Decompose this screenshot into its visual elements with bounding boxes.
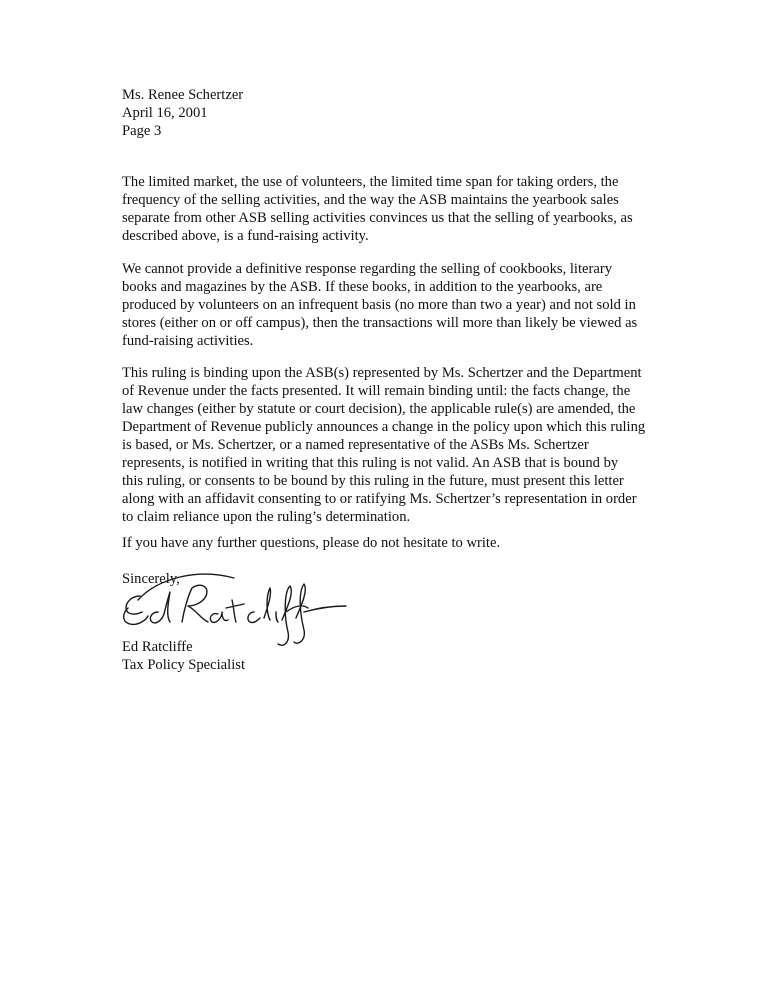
paragraph-line: described above, is a fund-raising activity. [122, 228, 369, 244]
signature-strokes [124, 574, 346, 645]
paragraph-line: If you have any further questions, please do not hesitate to write. [122, 535, 501, 551]
paragraph-line: to claim reliance upon the ruling’s determination. [122, 509, 411, 525]
paragraph-line: separate from other ASB selling activities convinces us that the selling of yearbooks, as [122, 210, 633, 226]
paragraph-line: books and magazines by the ASB. If these books, in addition to the yearbooks, are [122, 279, 603, 295]
salutation-closing: Sincerely, [122, 571, 180, 587]
paragraph-line: produced by volunteers on an infrequent basis (no more than two a year) and not sold in [122, 297, 636, 313]
paragraph-line: Department of Revenue publicly announces a change in the policy upon which this ruling [122, 419, 646, 435]
paragraph-line: stores (either on or off campus), then the transactions will more than likely be viewed as [122, 315, 638, 331]
page-number: Page 3 [122, 123, 162, 139]
paragraph-binding-ruling [122, 364, 682, 526]
recipient-name: Ms. Renee Schertzer [122, 87, 244, 103]
paragraph-line: of Revenue under the facts presented. It will remain binding until: the facts change, the [122, 383, 631, 399]
signer-block [122, 638, 245, 674]
paragraph-line: We cannot provide a definitive response regarding the selling of cookbooks, literary [122, 261, 612, 277]
paragraph-line: law changes (either by statute or court decision), the applicable rule(s) are amended, the [122, 401, 636, 417]
paragraph-line: is based, or Ms. Schertzer, or a named representative of the ASBs Ms. Schertzer [122, 437, 589, 453]
paragraph-cookbooks [122, 260, 682, 350]
signer-title: Tax Policy Specialist [122, 657, 246, 673]
paragraph-line: represents, is notified in writing that this ruling is not valid. An ASB that is bound by [122, 455, 619, 471]
paragraph-further-questions [122, 534, 682, 552]
paragraph-line: fund-raising activities. [122, 333, 254, 349]
paragraph-fundraising-conclusion [122, 173, 682, 245]
paragraph-line: The limited market, the use of volunteers, the limited time span for taking orders, the [122, 174, 619, 190]
paragraph-line: along with an affidavit consenting to or ratifying Ms. Schertzer’s representation in order [122, 491, 637, 507]
paragraph-line: This ruling is binding upon the ASB(s) represented by Ms. Schertzer and the Department [122, 365, 642, 381]
paragraph-line: frequency of the selling activities, and the way the ASB maintains the yearbook sales [122, 192, 619, 208]
letter-header [122, 86, 243, 140]
paragraph-line: this ruling, or consents to be bound by this ruling in the future, must present this letter [122, 473, 624, 489]
signer-name: Ed Ratcliffe [122, 639, 193, 655]
letter-date: April 16, 2001 [122, 105, 208, 121]
